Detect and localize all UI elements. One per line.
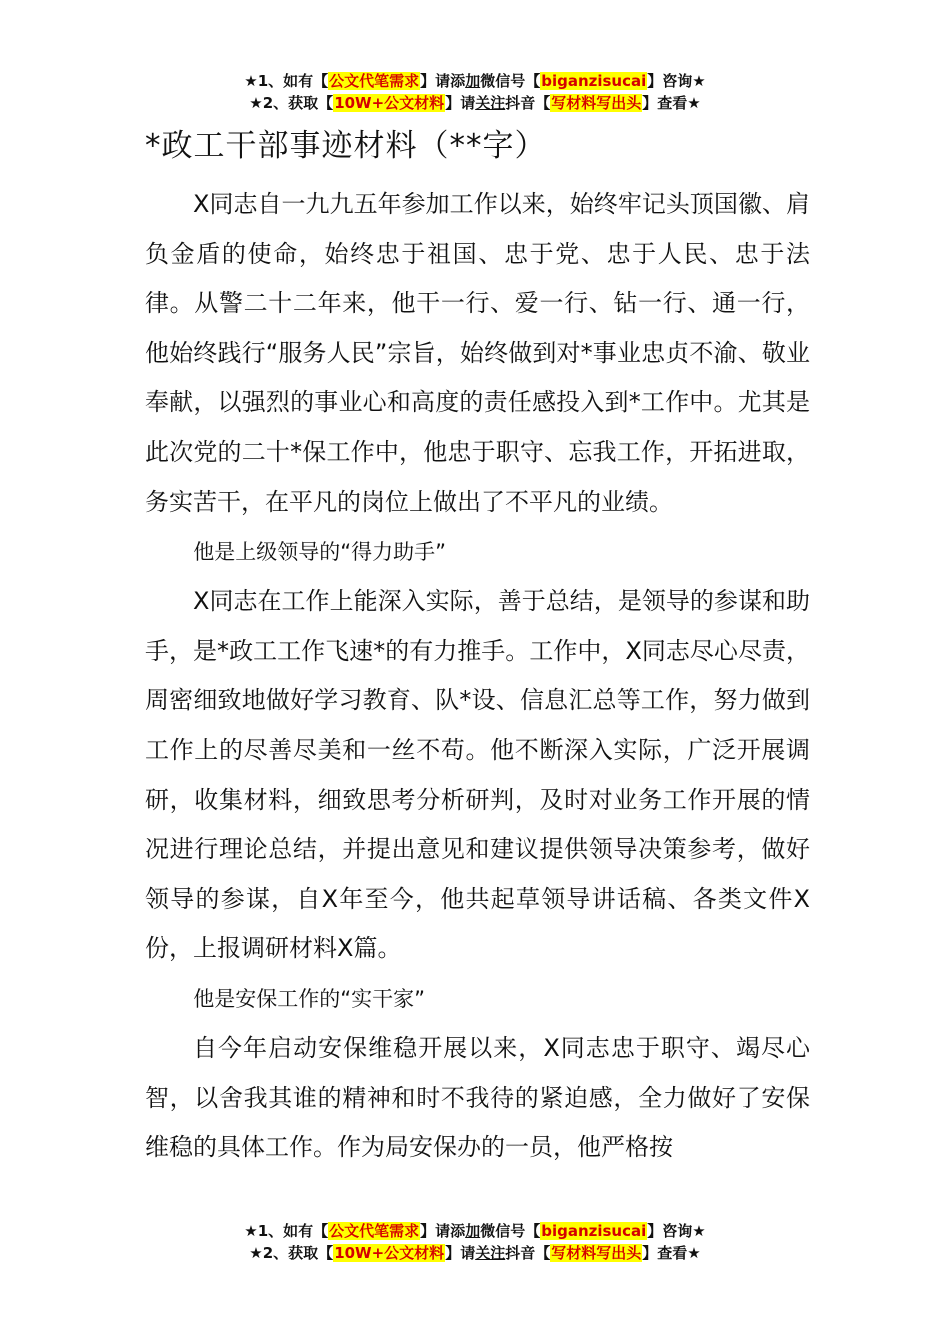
header-banner <box>0 70 950 114</box>
paragraph-assistant: X同志在工作上能深入实际，善于总结，是领导的参谋和助手，是*政工工作飞速*的有力推手。工作中，X同志尽心尽责，周密细致地做好学习教育、队*设、信息汇总等工作，努力做到工作上的尽善尽美和一丝不苟。他不断深入实际，广泛开展调研，收集材料，细致思考分析研判，及时对业务工作开展的情况进行理论总结，并提出意见和建议提供领导决策参考，做好领导的参谋，自X年至今，他共起草领导讲话稿、各类文件X份，上报调研材料X篇。 <box>145 587 810 963</box>
banner-line-2: ★2、获取【10W+公文材料】请关注抖音【写材料写出头】查看★ <box>249 94 701 112</box>
section-heading-security: 他是安保工作的“实干家” <box>193 986 426 1011</box>
paragraph-intro: X同志自一九九五年参加工作以来，始终牢记头顶国徽、肩负金盾的使命，始终忠于祖国、忠于党、忠于人民、忠于法律。从警二十二年来，他干一行、爱一行、钻一行、通一行，他始终践行“服务人民”宗旨，始终做到对*事业忠贞不渝、敬业奉献，以强烈的事业心和高度的责任感投入到*工作中。尤其是此次党的二十*保工作中，他忠于职守、忘我工作，开拓进取，务实苦干，在平凡的岗位上做出了不平凡的业绩。 <box>145 190 810 516</box>
document-body <box>145 126 810 1173</box>
banner-highlight: 10W+公文材料 <box>334 1244 445 1262</box>
banner-line-1: ★1、如有【公文代笔需求】请添加微信号【biganzisucai】咨询★ <box>244 72 706 90</box>
banner-highlight: 公文代笔需求 <box>329 1222 420 1240</box>
footer-banner <box>0 1220 950 1264</box>
banner-highlight: 写材料写出头 <box>551 94 642 112</box>
document-title: *政工干部事迹材料（**字） <box>145 128 547 164</box>
banner-line-1: ★1、如有【公文代笔需求】请添加微信号【biganzisucai】咨询★ <box>244 1222 706 1240</box>
banner-highlight: 写材料写出头 <box>551 1244 642 1262</box>
banner-highlight: biganzisucai <box>541 1222 647 1240</box>
paragraph-security: 自今年启动安保维稳开展以来，X同志忠于职守、竭尽心智，以舍我其谁的精神和时不我待的紧迫感，全力做好了安保维稳的具体工作。作为局安保办的一员，他严格按 <box>145 1033 810 1162</box>
banner-line-2: ★2、获取【10W+公文材料】请关注抖音【写材料写出头】查看★ <box>249 1244 701 1262</box>
banner-highlight: 公文代笔需求 <box>329 72 420 90</box>
banner-highlight: biganzisucai <box>541 72 647 90</box>
banner-highlight: 10W+公文材料 <box>334 94 445 112</box>
section-heading-assistant: 他是上级领导的“得力助手” <box>193 540 447 565</box>
